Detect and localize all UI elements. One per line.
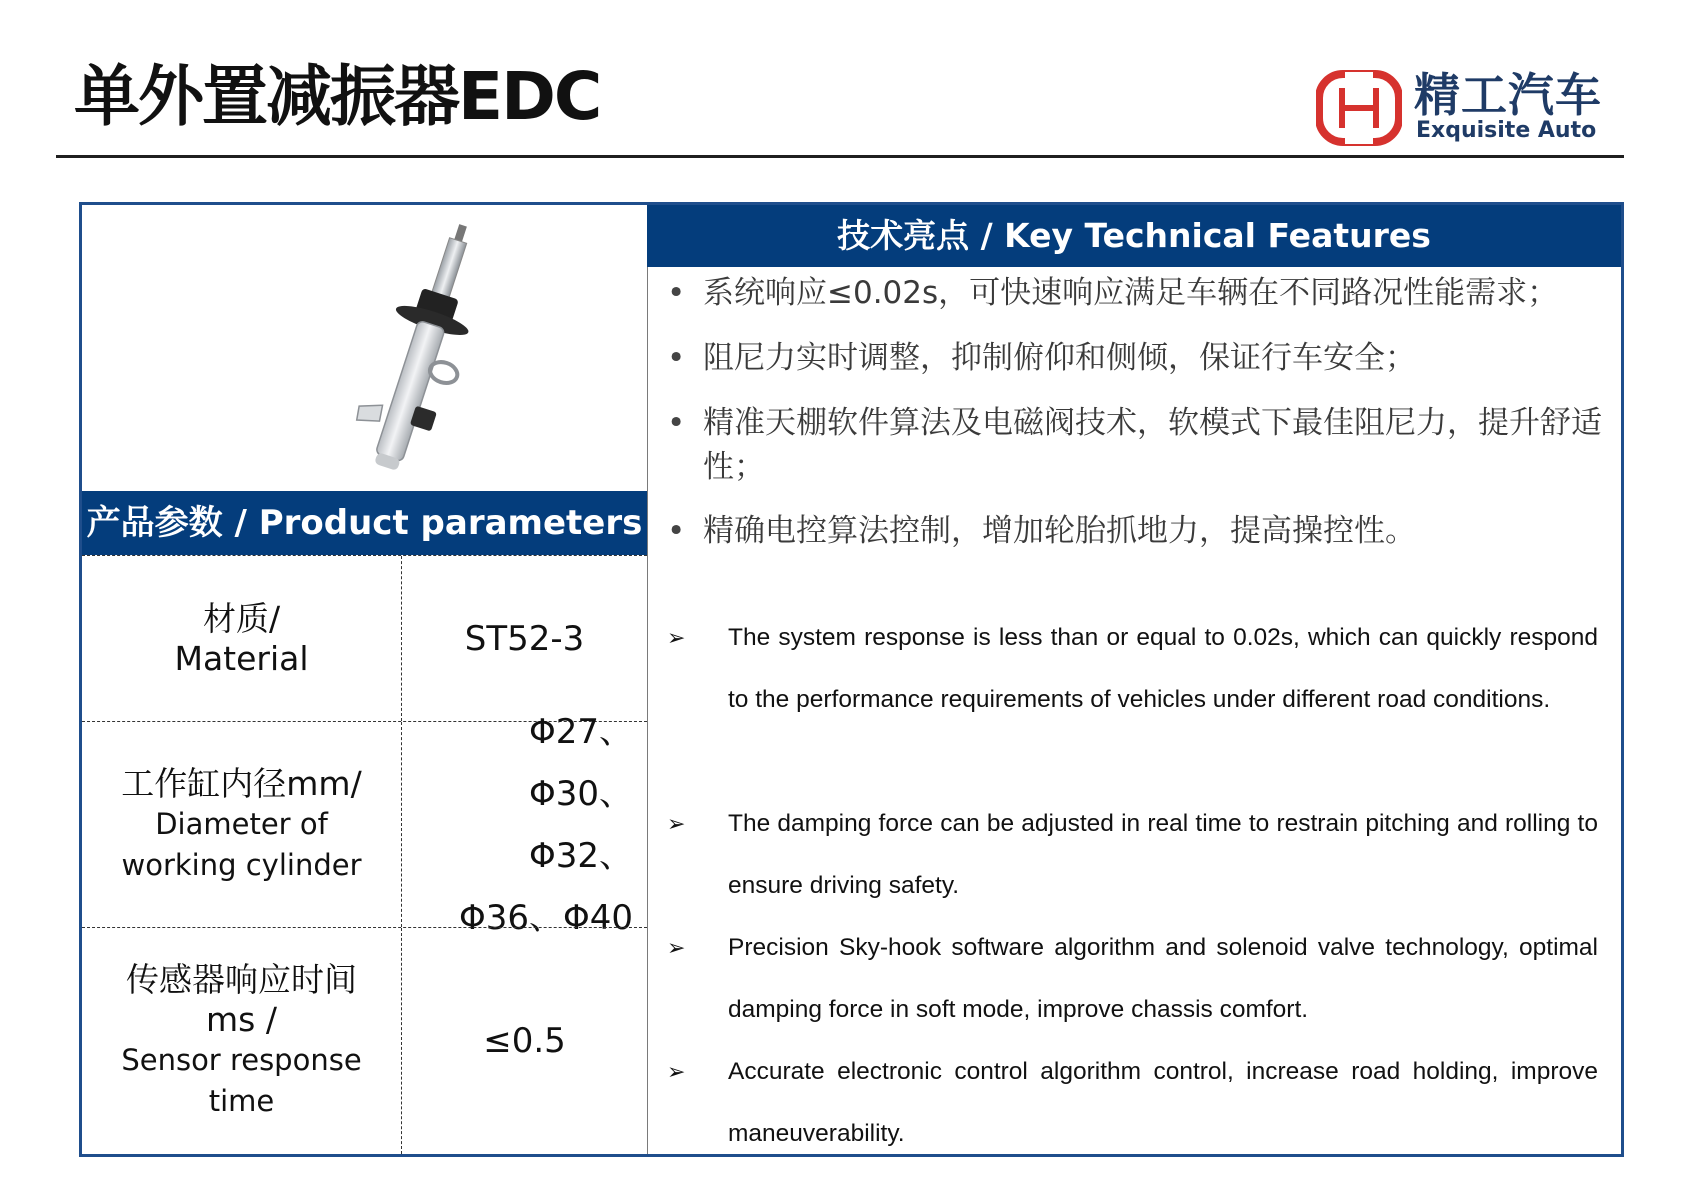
param-label-en: Material <box>174 638 309 678</box>
param-label-cn: 材质/ <box>202 598 281 638</box>
features-header: 技术亮点 / Key Technical Features <box>647 205 1621 267</box>
title-divider <box>56 155 1624 158</box>
shock-absorber-icon <box>82 205 647 491</box>
param-label <box>82 928 402 1154</box>
bullet-icon: • <box>667 513 686 549</box>
en-feature-text: The system response is less than or equal to 0.02s, which can quickly respond to the performance requirements of vehicles under different road conditions. <box>728 624 1598 713</box>
params-table <box>82 555 647 1154</box>
param-row-diameter <box>82 711 647 938</box>
bullet-icon: • <box>667 405 686 441</box>
cn-feature-text: 精确电控算法控制，增加轮胎抓地力，提高操控性。 <box>703 513 1416 549</box>
param-value: ST52-3 <box>464 618 585 659</box>
product-image <box>82 205 647 491</box>
arrow-bullet-icon: ➢ <box>667 1059 686 1084</box>
param-value: ≤0.5 <box>483 1021 566 1061</box>
arrow-bullet-icon: ➢ <box>667 811 686 836</box>
en-feature-text: Precision Sky-hook software algorithm and solenoid valve technology, optimal damping force in soft mode, improve chassis comfort. <box>728 934 1598 1023</box>
logo-name-en: Exquisite Auto <box>1416 118 1597 143</box>
arrow-bullet-icon: ➢ <box>667 935 686 960</box>
param-row-material <box>82 555 647 721</box>
param-label-cn: 工作缸内径mm/ <box>121 763 362 803</box>
cn-feature-text: 阻尼力实时调整，抑制俯仰和侧倾，保证行车安全； <box>703 340 1416 376</box>
cn-feature-text: 精准天棚软件算法及电磁阀技术，软模式下最佳阻尼力，提升舒适性； <box>703 405 1602 485</box>
param-label <box>82 722 402 927</box>
param-label-cn: 传感器响应时间ms / <box>126 960 357 1039</box>
brand-logo <box>1316 70 1616 146</box>
bullet-icon: • <box>667 340 686 376</box>
cn-feature-text: 系统响应≤0.02s，可快速响应满足车辆在不同路况性能需求； <box>703 275 1559 311</box>
en-feature-text: Accurate electronic control algorithm control, increase road holding, improve maneuverability. <box>728 1058 1598 1147</box>
param-row-sensor <box>82 927 647 1154</box>
page-title: 单外置减振器EDC <box>74 58 601 135</box>
param-label-en: Diameter of working cylinder <box>121 806 362 882</box>
param-label-en: Sensor response time <box>121 1043 362 1118</box>
product-panel <box>82 205 648 1154</box>
bullet-icon: • <box>667 275 686 311</box>
en-feature-text: The damping force can be adjusted in real time to restrain pitching and rolling to ensure driving safety. <box>728 810 1598 899</box>
arrow-bullet-icon: ➢ <box>667 625 686 650</box>
params-header: 产品参数 / Product parameters <box>82 491 647 555</box>
param-value: Φ27、Φ30、Φ32、Φ36、Φ40 <box>458 711 633 938</box>
content-frame <box>79 202 1624 1157</box>
features-panel <box>647 205 1621 1154</box>
logo-emblem-icon <box>1316 70 1402 146</box>
logo-name-cn: 精工汽车 <box>1414 68 1602 122</box>
param-label <box>82 556 402 721</box>
